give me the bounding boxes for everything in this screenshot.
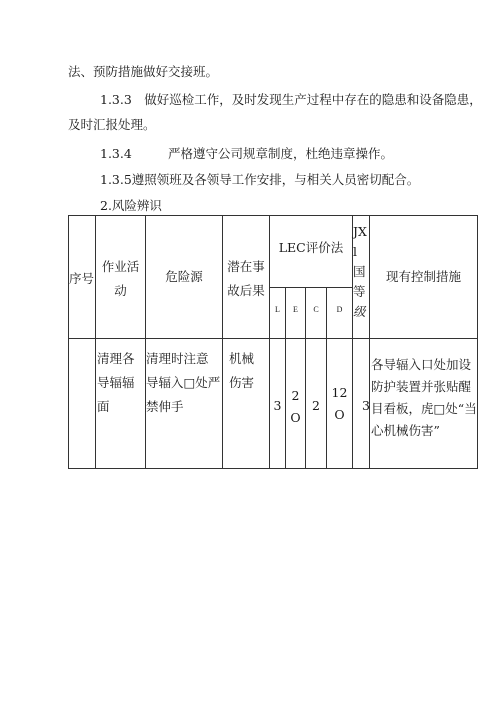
row-e-line: O [290, 410, 301, 425]
header-l: L [275, 305, 280, 314]
col-divider [95, 215, 96, 469]
row-control-line: 防护装置并张贴醒 [371, 379, 472, 394]
header-grade [353, 222, 369, 322]
paragraph-1-3-5: 1.3.5遵照领班及各领导工作安排，与相关人员密切配合。 [100, 172, 420, 187]
row-l-value: 3 [273, 398, 282, 413]
row-e-value [286, 385, 305, 429]
row-hazard [146, 347, 220, 419]
row-hazard-line: 禁伸手 [146, 399, 184, 414]
header-e: E [293, 305, 298, 314]
table-border-bottom [68, 468, 478, 469]
row-e-line: 2 [291, 388, 300, 403]
header-lec: LEC评价法 [278, 240, 344, 255]
row-d-line: O [334, 407, 345, 422]
row-d-value [327, 382, 352, 426]
header-grade-line: JX [353, 224, 367, 239]
row-consequence-line: 机械 [229, 351, 255, 366]
row-activity-line: 清理各 [97, 351, 135, 366]
row-control-line: 心机械伤害” [371, 423, 440, 438]
paragraph-line: 法、预防措施做好交接班。 [68, 64, 219, 79]
table-border-right [477, 215, 478, 469]
header-grade-line: 级 [353, 304, 366, 319]
row-activity [97, 347, 135, 419]
header-d: D [336, 305, 343, 314]
row-grade-value: 3 [362, 398, 370, 413]
row-control-line: 目看板，虎□处“当 [371, 401, 477, 416]
header-grade-line: l [353, 244, 357, 259]
row-hazard-line: 清理时注意 [146, 351, 209, 366]
table-border-top [68, 215, 478, 216]
header-hazard: 危险源 [165, 269, 203, 284]
row-activity-line: 面 [97, 399, 110, 414]
header-bottom-border [68, 338, 478, 339]
lec-divider [269, 287, 352, 288]
row-d-line: 12 [331, 385, 348, 400]
row-consequence [229, 347, 254, 395]
col-divider [145, 215, 146, 469]
header-control: 现有控制措施 [385, 269, 461, 284]
section-title: 2.风险辨识 [100, 198, 162, 213]
header-consequence-line: 潜在事 [227, 259, 265, 274]
row-c-value: 2 [312, 398, 320, 413]
paragraph-1-3-3: 1.3.3 做好巡检工作，及时发现生产过程中存在的隐患和设备隐患， [100, 92, 482, 107]
header-seq: 序号 [69, 271, 95, 286]
header-consequence [223, 258, 269, 300]
col-divider [222, 215, 223, 469]
header-activity-line: 作业活 [101, 259, 140, 274]
header-grade-line: 国 [353, 264, 366, 279]
row-activity-line: 导辐辐 [97, 375, 135, 390]
row-hazard-line: 导辐入□处严 [146, 375, 221, 390]
table-border-left [68, 215, 69, 469]
col-divider [369, 215, 370, 469]
paragraph-1-3-4-number: 1.3.4 [100, 146, 132, 161]
header-grade-line: 等 [353, 284, 366, 299]
row-control [371, 354, 477, 442]
header-activity [96, 258, 145, 300]
row-control-line: 各导辐入口处加设 [371, 357, 472, 372]
paragraph-1-3-4-text: 严格遵守公司规章制度，杜绝违章操作。 [168, 146, 394, 161]
paragraph-1-3-3-cont: 及时汇报处理。 [68, 117, 156, 132]
header-activity-line: 动 [114, 283, 127, 298]
header-c: C [313, 305, 319, 314]
header-consequence-line: 故后果 [227, 283, 265, 298]
row-consequence-line: 伤害 [229, 375, 255, 390]
